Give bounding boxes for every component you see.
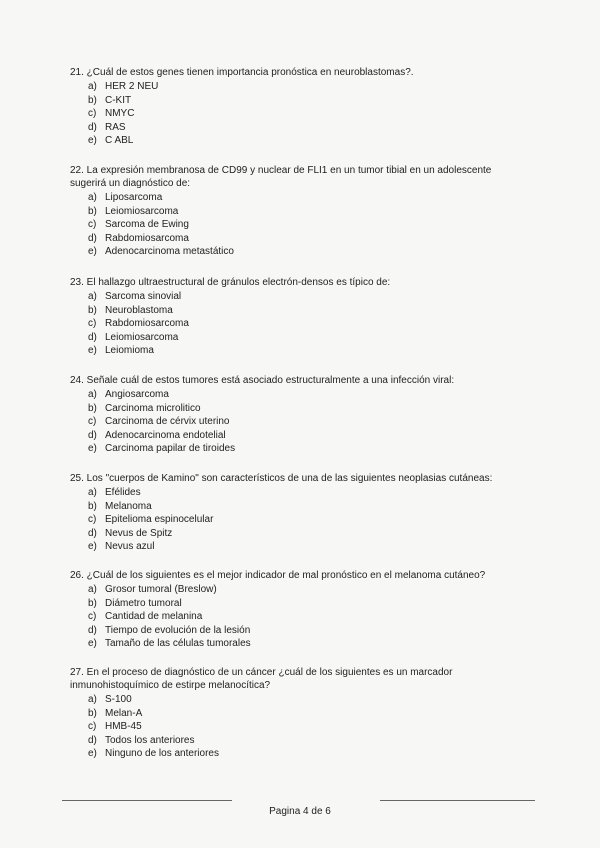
option-text: RAS bbox=[105, 121, 126, 133]
question-text: 27. En el proceso de diagnóstico de un cáncer ¿cuál de los siguientes es un marcador inmunohistoquímico de estirpe melanocítica? bbox=[70, 667, 453, 691]
options-list bbox=[70, 486, 520, 554]
option-e bbox=[88, 245, 520, 259]
question-23 bbox=[70, 276, 520, 358]
question-text: 25. Los "cuerpos de Kamino" son característicos de una de las siguientes neoplasias cutáneas: bbox=[70, 473, 493, 484]
option-c bbox=[88, 415, 520, 429]
option-letter: c) bbox=[88, 416, 97, 427]
option-text: Carcinoma de cérvix uterino bbox=[105, 416, 230, 427]
option-e bbox=[88, 134, 520, 148]
option-e bbox=[88, 637, 520, 651]
options-list bbox=[70, 290, 520, 358]
option-d bbox=[88, 429, 520, 443]
option-text: Angiosarcoma bbox=[105, 389, 169, 400]
option-b bbox=[88, 205, 520, 219]
option-letter: d) bbox=[88, 232, 97, 244]
option-letter: b) bbox=[88, 94, 97, 106]
option-letter: c) bbox=[88, 611, 97, 622]
option-letter: b) bbox=[88, 205, 97, 217]
option-letter: b) bbox=[88, 304, 97, 316]
option-text: Efélides bbox=[105, 487, 141, 498]
option-letter: c) bbox=[88, 721, 97, 732]
option-letter: a) bbox=[88, 81, 97, 92]
option-text: NMYC bbox=[105, 108, 135, 119]
option-d bbox=[88, 232, 520, 246]
option-text: Leiomiosarcoma bbox=[105, 205, 179, 217]
option-text: HER 2 NEU bbox=[105, 81, 159, 92]
option-e bbox=[88, 540, 520, 554]
option-text: Adenocarcinoma metastático bbox=[105, 246, 234, 257]
option-letter: c) bbox=[88, 318, 97, 329]
options-list bbox=[70, 388, 520, 456]
option-text: Tiempo de evolución de la lesión bbox=[105, 624, 251, 636]
footer-divider-left bbox=[62, 800, 232, 801]
option-d bbox=[88, 624, 520, 638]
question-21 bbox=[70, 66, 520, 148]
option-text: Leiomioma bbox=[105, 345, 154, 356]
option-a bbox=[88, 583, 520, 597]
option-c bbox=[88, 107, 520, 121]
option-text: S-100 bbox=[105, 694, 132, 705]
option-text: Epitelioma espinocelular bbox=[105, 514, 214, 525]
option-text: Liposarcoma bbox=[105, 192, 163, 203]
option-letter: d) bbox=[88, 429, 97, 441]
option-b bbox=[88, 707, 520, 721]
option-text: Adenocarcinoma endotelial bbox=[105, 429, 226, 441]
option-text: Cantidad de melanina bbox=[105, 611, 203, 622]
option-letter: b) bbox=[88, 707, 97, 719]
option-a bbox=[88, 290, 520, 304]
option-text: Grosor tumoral (Breslow) bbox=[105, 584, 217, 595]
option-letter: a) bbox=[88, 584, 97, 595]
footer-divider-right bbox=[380, 800, 535, 801]
option-letter: d) bbox=[88, 624, 97, 636]
option-text: Diámetro tumoral bbox=[105, 597, 182, 609]
option-a bbox=[88, 80, 520, 94]
option-letter: e) bbox=[88, 246, 97, 257]
option-text: Nevus azul bbox=[105, 541, 155, 552]
question-text: 24. Señale cuál de estos tumores está asociado estructuralmente a una infección viral: bbox=[70, 375, 455, 386]
option-letter: e) bbox=[88, 748, 97, 759]
option-text: Sarcoma sinovial bbox=[105, 291, 182, 302]
option-text: Carcinoma microlitico bbox=[105, 402, 201, 414]
option-b bbox=[88, 500, 520, 514]
option-d bbox=[88, 734, 520, 748]
option-text: C ABL bbox=[105, 135, 134, 146]
option-b bbox=[88, 597, 520, 611]
option-letter: b) bbox=[88, 500, 97, 512]
question-27 bbox=[70, 666, 520, 761]
option-c bbox=[88, 720, 520, 734]
option-letter: d) bbox=[88, 734, 97, 746]
option-d bbox=[88, 121, 520, 135]
option-letter: c) bbox=[88, 219, 97, 230]
option-text: Rabdomiosarcoma bbox=[105, 232, 189, 244]
option-letter: a) bbox=[88, 487, 97, 498]
option-d bbox=[88, 331, 520, 345]
question-24 bbox=[70, 374, 520, 456]
option-letter: e) bbox=[88, 541, 97, 552]
option-letter: b) bbox=[88, 402, 97, 414]
option-text: Sarcoma de Ewing bbox=[105, 219, 189, 230]
option-letter: a) bbox=[88, 694, 97, 705]
option-text: C-KIT bbox=[105, 94, 132, 106]
option-text: Neuroblastoma bbox=[105, 304, 173, 316]
question-text: 22. La expresión membranosa de CD99 y nuclear de FLI1 en un tumor tibial en un adolescente sugerirá un diagnóstico de: bbox=[70, 165, 492, 189]
option-a bbox=[88, 191, 520, 205]
question-text: 21. ¿Cuál de estos genes tienen importancia pronóstica en neuroblastomas?. bbox=[70, 67, 414, 78]
option-text: Rabdomiosarcoma bbox=[105, 318, 189, 329]
page-number: Pagina 4 de 6 bbox=[269, 806, 331, 817]
options-list bbox=[70, 583, 520, 651]
question-text: 23. El hallazgo ultraestructural de gránulos electrón-densos es típico de: bbox=[70, 277, 391, 288]
option-letter: c) bbox=[88, 514, 97, 525]
option-b bbox=[88, 402, 520, 416]
option-b bbox=[88, 94, 520, 108]
option-b bbox=[88, 304, 520, 318]
option-text: Melanoma bbox=[105, 500, 152, 512]
option-letter: e) bbox=[88, 443, 97, 454]
option-text: Melan-A bbox=[105, 707, 143, 719]
option-e bbox=[88, 747, 520, 761]
option-text: Todos los anteriores bbox=[105, 734, 195, 746]
options-list bbox=[70, 191, 520, 259]
question-text: 26. ¿Cuál de los siguientes es el mejor indicador de mal pronóstico en el melanoma cutáneo? bbox=[70, 570, 486, 581]
option-letter: e) bbox=[88, 638, 97, 649]
option-text: Tamaño de las células tumorales bbox=[105, 638, 251, 649]
options-list bbox=[70, 693, 520, 761]
option-letter: e) bbox=[88, 345, 97, 356]
option-letter: a) bbox=[88, 192, 97, 203]
option-letter: e) bbox=[88, 135, 97, 146]
option-letter: c) bbox=[88, 108, 97, 119]
option-c bbox=[88, 218, 520, 232]
option-c bbox=[88, 513, 520, 527]
option-letter: a) bbox=[88, 389, 97, 400]
option-a bbox=[88, 486, 520, 500]
option-text: Ninguno de los anteriores bbox=[105, 748, 219, 759]
option-a bbox=[88, 693, 520, 707]
options-list bbox=[70, 80, 520, 148]
option-c bbox=[88, 610, 520, 624]
option-e bbox=[88, 442, 520, 456]
question-26 bbox=[70, 569, 520, 651]
option-d bbox=[88, 527, 520, 541]
question-22 bbox=[70, 164, 520, 259]
option-text: Carcinoma papilar de tiroides bbox=[105, 443, 236, 454]
option-text: Nevus de Spitz bbox=[105, 527, 173, 539]
option-text: HMB-45 bbox=[105, 721, 142, 732]
option-text: Leiomiosarcoma bbox=[105, 331, 179, 343]
option-letter: d) bbox=[88, 527, 97, 539]
question-25 bbox=[70, 472, 520, 554]
option-letter: d) bbox=[88, 121, 97, 133]
option-c bbox=[88, 317, 520, 331]
option-letter: b) bbox=[88, 597, 97, 609]
option-letter: d) bbox=[88, 331, 97, 343]
option-e bbox=[88, 344, 520, 358]
option-a bbox=[88, 388, 520, 402]
option-letter: a) bbox=[88, 291, 97, 302]
